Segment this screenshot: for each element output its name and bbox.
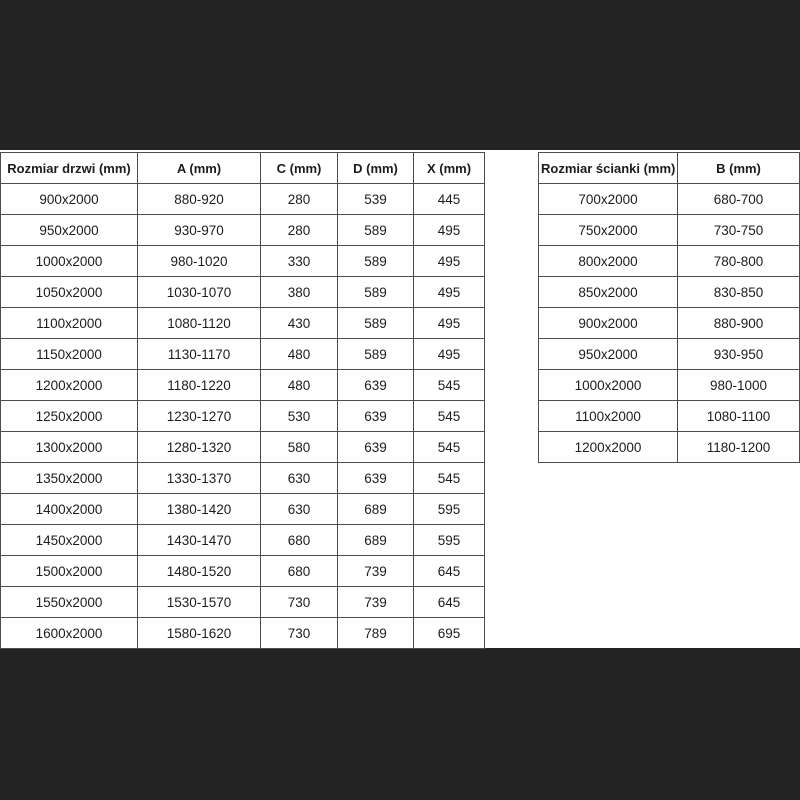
table-row xyxy=(539,401,800,432)
table-cell: 280 xyxy=(261,184,338,215)
table-cell: 730-750 xyxy=(678,215,800,246)
table-row xyxy=(1,525,485,556)
table-cell: 1230-1270 xyxy=(138,401,261,432)
table-cell: 645 xyxy=(414,556,485,587)
table-cell: 1200x2000 xyxy=(539,432,678,463)
table-row xyxy=(1,463,485,494)
table-row xyxy=(539,308,800,339)
doors-col-header-c: C (mm) xyxy=(261,153,338,184)
table-cell: 330 xyxy=(261,246,338,277)
table-cell: 1450x2000 xyxy=(1,525,138,556)
table-cell: 539 xyxy=(338,184,414,215)
table-cell: 980-1020 xyxy=(138,246,261,277)
table-cell: 1150x2000 xyxy=(1,339,138,370)
table-cell: 1530-1570 xyxy=(138,587,261,618)
table-cell: 1600x2000 xyxy=(1,618,138,649)
table-cell: 730 xyxy=(261,618,338,649)
table-cell: 595 xyxy=(414,494,485,525)
table-cell: 739 xyxy=(338,587,414,618)
walls-col-header-size: Rozmiar ścianki (mm) xyxy=(539,153,678,184)
table-cell: 1000x2000 xyxy=(1,246,138,277)
table-row xyxy=(1,277,485,308)
table-row xyxy=(539,277,800,308)
table-cell: 1080-1100 xyxy=(678,401,800,432)
table-cell: 680 xyxy=(261,556,338,587)
walls-table-body xyxy=(539,184,800,463)
walls-table-header-row xyxy=(539,153,800,184)
table-cell: 930-950 xyxy=(678,339,800,370)
table-cell: 830-850 xyxy=(678,277,800,308)
table-cell: 530 xyxy=(261,401,338,432)
table-cell: 1280-1320 xyxy=(138,432,261,463)
table-row xyxy=(1,587,485,618)
table-cell: 950x2000 xyxy=(539,339,678,370)
table-cell: 1030-1070 xyxy=(138,277,261,308)
table-cell: 1430-1470 xyxy=(138,525,261,556)
table-cell: 1330-1370 xyxy=(138,463,261,494)
table-cell: 589 xyxy=(338,277,414,308)
table-cell: 980-1000 xyxy=(678,370,800,401)
table-cell: 495 xyxy=(414,339,485,370)
table-cell: 495 xyxy=(414,215,485,246)
doors-col-header-size: Rozmiar drzwi (mm) xyxy=(1,153,138,184)
table-row xyxy=(539,184,800,215)
table-cell: 730 xyxy=(261,587,338,618)
table-row xyxy=(1,494,485,525)
table-row xyxy=(1,308,485,339)
table-cell: 880-920 xyxy=(138,184,261,215)
table-cell: 280 xyxy=(261,215,338,246)
table-cell: 1300x2000 xyxy=(1,432,138,463)
table-cell: 700x2000 xyxy=(539,184,678,215)
table-cell: 850x2000 xyxy=(539,277,678,308)
table-cell: 1400x2000 xyxy=(1,494,138,525)
table-cell: 589 xyxy=(338,339,414,370)
table-cell: 900x2000 xyxy=(1,184,138,215)
table-row xyxy=(1,184,485,215)
doors-col-header-a: A (mm) xyxy=(138,153,261,184)
table-cell: 800x2000 xyxy=(539,246,678,277)
doors-size-table xyxy=(0,152,485,649)
table-row xyxy=(539,370,800,401)
table-row xyxy=(539,432,800,463)
table-row xyxy=(1,215,485,246)
doors-table-body xyxy=(1,184,485,649)
table-cell: 695 xyxy=(414,618,485,649)
table-row xyxy=(1,370,485,401)
table-cell: 639 xyxy=(338,401,414,432)
table-cell: 545 xyxy=(414,370,485,401)
table-cell: 1580-1620 xyxy=(138,618,261,649)
table-cell: 689 xyxy=(338,494,414,525)
table-row xyxy=(1,339,485,370)
table-cell: 545 xyxy=(414,401,485,432)
table-cell: 639 xyxy=(338,432,414,463)
table-cell: 495 xyxy=(414,308,485,339)
table-cell: 639 xyxy=(338,370,414,401)
table-cell: 1250x2000 xyxy=(1,401,138,432)
table-cell: 680 xyxy=(261,525,338,556)
table-cell: 580 xyxy=(261,432,338,463)
table-row xyxy=(1,556,485,587)
table-row xyxy=(1,246,485,277)
table-cell: 1500x2000 xyxy=(1,556,138,587)
table-cell: 639 xyxy=(338,463,414,494)
table-cell: 880-900 xyxy=(678,308,800,339)
table-cell: 480 xyxy=(261,370,338,401)
table-cell: 1080-1120 xyxy=(138,308,261,339)
table-cell: 930-970 xyxy=(138,215,261,246)
table-cell: 689 xyxy=(338,525,414,556)
table-cell: 1380-1420 xyxy=(138,494,261,525)
table-cell: 645 xyxy=(414,587,485,618)
table-cell: 739 xyxy=(338,556,414,587)
table-row xyxy=(1,618,485,649)
table-cell: 1000x2000 xyxy=(539,370,678,401)
table-cell: 595 xyxy=(414,525,485,556)
table-cell: 1180-1220 xyxy=(138,370,261,401)
table-cell: 750x2000 xyxy=(539,215,678,246)
table-cell: 1180-1200 xyxy=(678,432,800,463)
walls-col-header-b: B (mm) xyxy=(678,153,800,184)
table-cell: 900x2000 xyxy=(539,308,678,339)
table-cell: 630 xyxy=(261,463,338,494)
table-cell: 1100x2000 xyxy=(1,308,138,339)
table-cell: 545 xyxy=(414,463,485,494)
table-cell: 545 xyxy=(414,432,485,463)
table-cell: 589 xyxy=(338,215,414,246)
table-cell: 680-700 xyxy=(678,184,800,215)
table-row xyxy=(539,246,800,277)
table-cell: 495 xyxy=(414,246,485,277)
table-cell: 589 xyxy=(338,308,414,339)
table-row xyxy=(539,215,800,246)
table-cell: 950x2000 xyxy=(1,215,138,246)
table-cell: 789 xyxy=(338,618,414,649)
table-cell: 1100x2000 xyxy=(539,401,678,432)
table-cell: 445 xyxy=(414,184,485,215)
table-cell: 495 xyxy=(414,277,485,308)
table-cell: 480 xyxy=(261,339,338,370)
table-cell: 430 xyxy=(261,308,338,339)
doors-table-header-row xyxy=(1,153,485,184)
table-cell: 1550x2000 xyxy=(1,587,138,618)
table-cell: 1130-1170 xyxy=(138,339,261,370)
doors-col-header-x: X (mm) xyxy=(414,153,485,184)
doors-col-header-d: D (mm) xyxy=(338,153,414,184)
table-row xyxy=(1,401,485,432)
table-row xyxy=(1,432,485,463)
table-cell: 380 xyxy=(261,277,338,308)
table-cell: 1480-1520 xyxy=(138,556,261,587)
table-row xyxy=(539,339,800,370)
walls-size-table xyxy=(538,152,800,463)
table-cell: 589 xyxy=(338,246,414,277)
table-cell: 1200x2000 xyxy=(1,370,138,401)
table-cell: 1350x2000 xyxy=(1,463,138,494)
table-cell: 1050x2000 xyxy=(1,277,138,308)
table-cell: 630 xyxy=(261,494,338,525)
table-cell: 780-800 xyxy=(678,246,800,277)
